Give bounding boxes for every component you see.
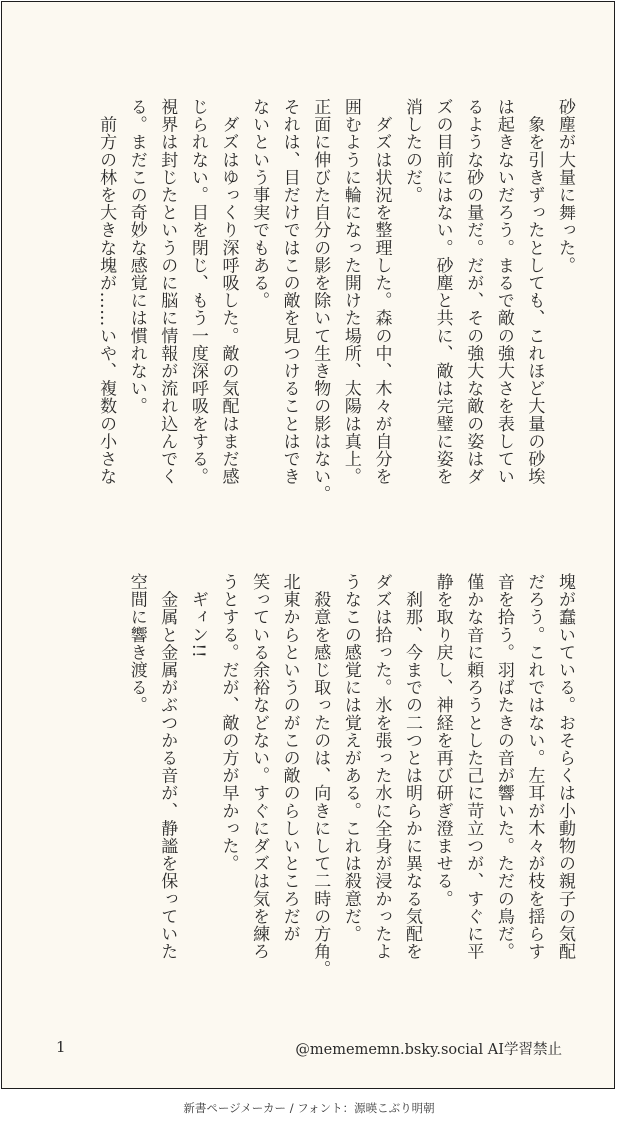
text-line: 刹那、今までの二つとは明らかに異なる気配を [402, 573, 423, 961]
text-line: ダズは状況を整理した。森の中、木々が自分を [371, 98, 392, 486]
text-line: ズの目前にはない。砂塵と共に、敵は完璧に姿を [432, 98, 453, 486]
text-line: 音を拾う。羽ばたきの音が響いた。ただの鳥だ。 [493, 573, 514, 961]
text-line: 僅かな音に頼ろうとした己に苛立つが、すぐに平 [463, 573, 484, 961]
page-number: 1 [56, 1038, 66, 1056]
text-line: は起きないだろう。まるで敵の強大さを表してい [493, 98, 514, 486]
text-block-upper [91, 98, 581, 530]
text-line: ダズはゆっくり深呼吸した。敵の気配はまだ感 [218, 98, 239, 486]
text-line: 北東からというのがこの敵のらしいところだが [279, 573, 300, 943]
text-line: 笑っている余裕などない。すぐにダズは気を練ろ [249, 573, 270, 961]
text-line: る。まだこの奇妙な感覚には慣れない。 [126, 98, 147, 415]
book-page [1, 1, 615, 1089]
text-line: 金属と金属がぶつかる音が、静謐を保っていた [157, 573, 178, 961]
text-line: ギィン!! [187, 573, 208, 659]
text-line: 静を取り戻し、神経を再び研ぎ澄ませる。 [432, 573, 453, 908]
text-line: 視界は封じたというのに脳に情報が流れ込んでく [157, 98, 178, 486]
text-line: うとする。だが、敵の方が早かった。 [218, 573, 239, 873]
text-line: 砂塵が大量に舞った。 [555, 98, 575, 274]
text-line: それは、目だけではこの敵を見つけることはでき [279, 98, 300, 486]
text-block-lower [121, 573, 580, 1005]
text-line: るような砂の量だ。だが、その強大な敵の姿はダ [463, 98, 484, 486]
text-line: 殺意を感じ取ったのは、向きにして二時の方角。 [310, 573, 331, 978]
text-line: じられない。目を閉じ、もう一度深呼吸をする。 [187, 98, 208, 486]
text-line: 消したのだ。 [402, 98, 423, 204]
text-line: 正面に伸びた自分の影を除いて生き物の影はない。 [310, 98, 331, 503]
text-line: うなこの感覚には覚えがある。これは殺意だ。 [340, 573, 361, 943]
author-credit: @memememn.bsky.social AI学習禁止 [295, 1042, 562, 1058]
text-line: 空間に響き渡る。 [126, 573, 147, 714]
text-line: 象を引きずったとしても、これほど大量の砂埃 [524, 98, 545, 486]
generator-caption: 新書ページメーカー / フォント：源暎こぶり明朝 [183, 1101, 435, 1115]
text-line: だろう。これではない。左耳が木々が枝を揺らす [524, 573, 545, 961]
text-line: 塊が蠢いている。おそらくは小動物の親子の気配 [555, 573, 575, 961]
text-line: ダズは拾った。氷を張った水に全身が浸かったよ [371, 573, 392, 961]
text-line: 前方の林を大きな塊が……いや、複数の小さな [96, 98, 117, 486]
text-line: 囲むように輪になった開けた場所、太陽は真上。 [340, 98, 361, 486]
text-line: ないという事実でもある。 [249, 98, 270, 310]
